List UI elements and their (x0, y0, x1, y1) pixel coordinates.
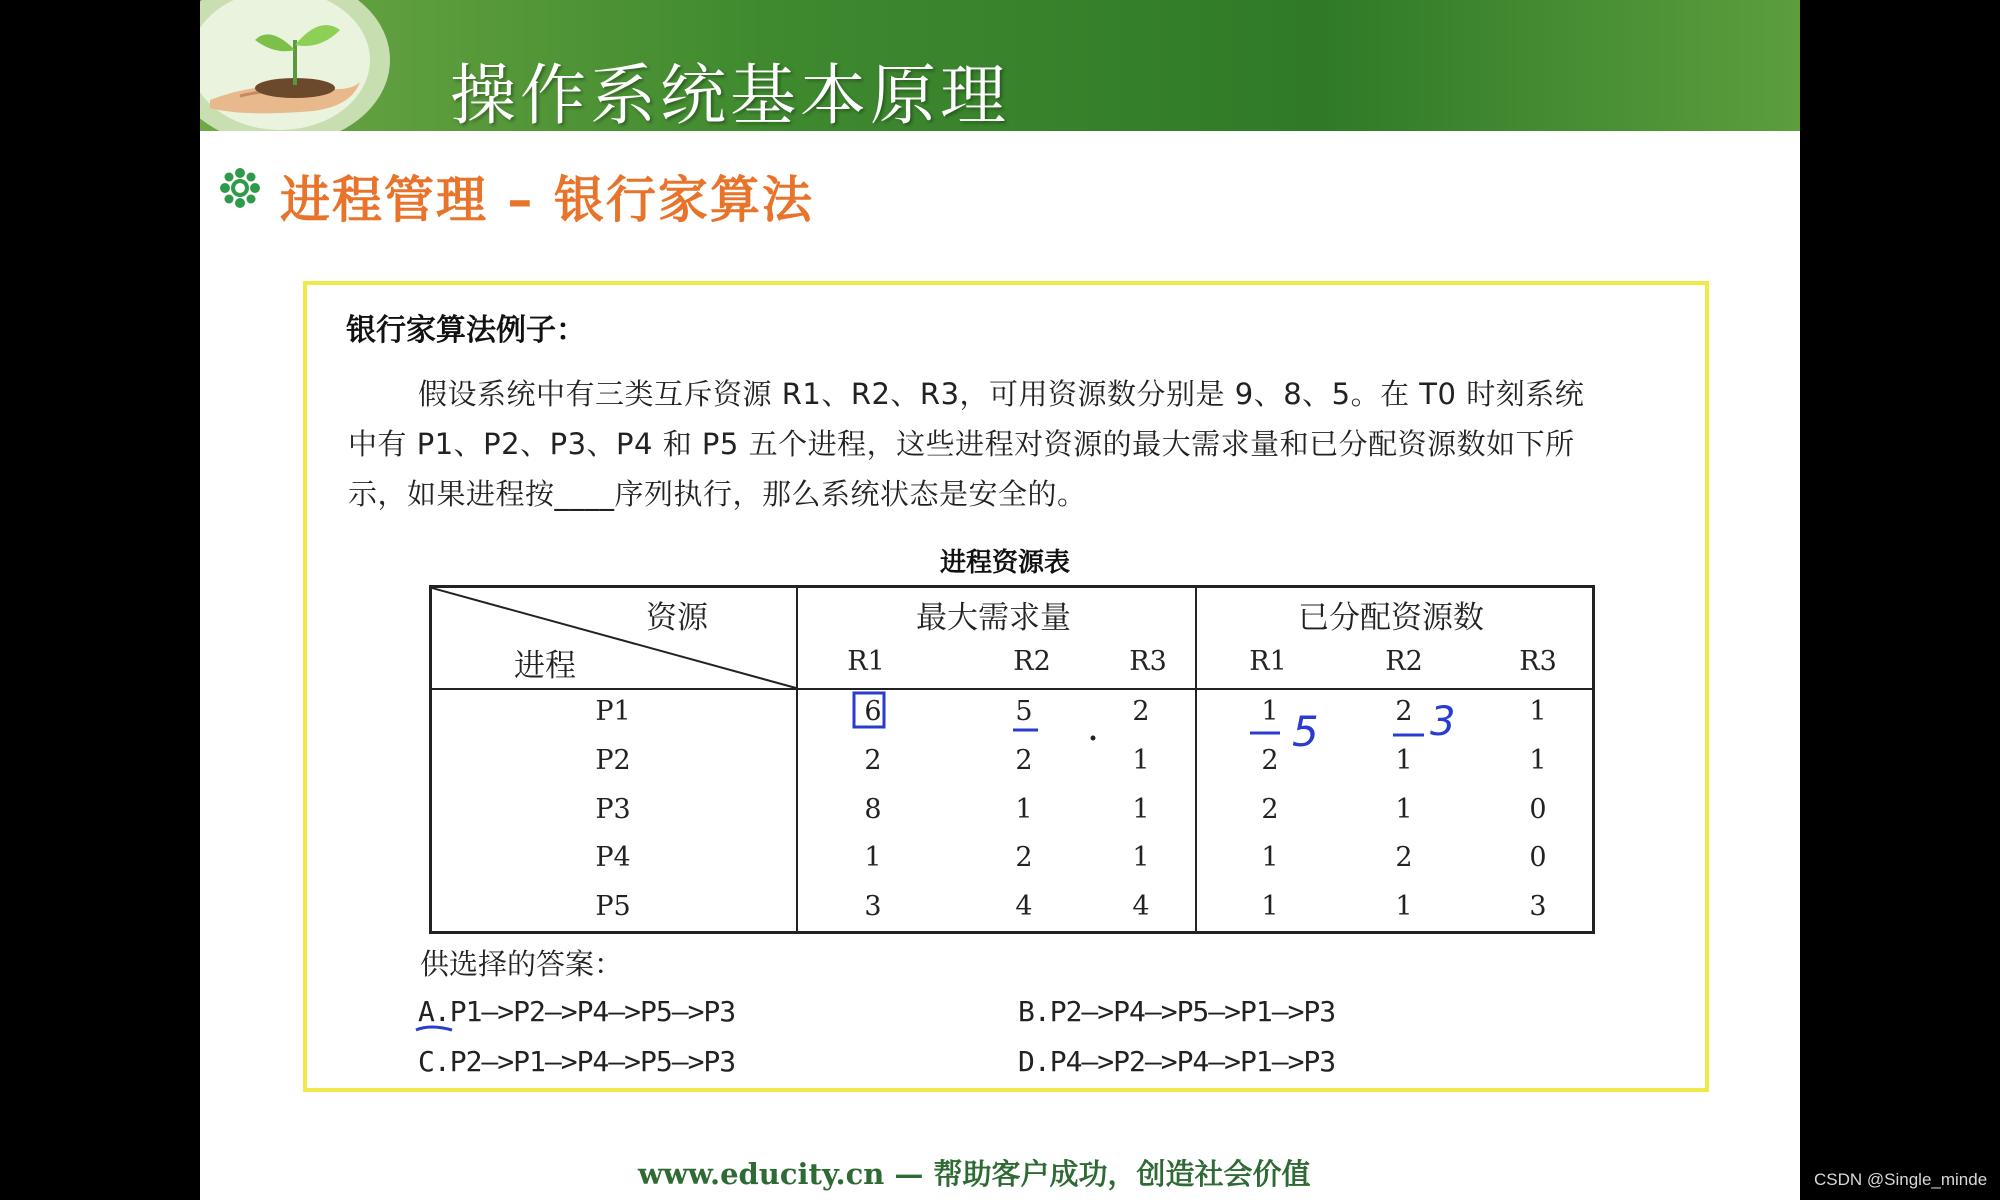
subheader-alloc-r2: R2 (1385, 646, 1423, 677)
alloc-r1-cell: 1 (1261, 891, 1279, 922)
paragraph-line-3: 示，如果进程按____序列执行，那么系统状态是安全的。 (348, 477, 1087, 511)
subheader-max-r3: R3 (1129, 646, 1167, 677)
paragraph-line-2: 中有 P1、P2、P3、P4 和 P5 五个进程，这些进程对资源的最大需求量和已分配资源数如下所 (348, 427, 1575, 461)
subheader-alloc-r1: R1 (1249, 646, 1287, 677)
max-r3-cell: 1 (1132, 794, 1150, 825)
table-caption: 进程资源表 (940, 548, 1071, 578)
alloc-r1-cell: 2 (1261, 745, 1279, 776)
max-r1-cell: 8 (864, 794, 882, 825)
alloc-r3-cell: 0 (1529, 842, 1547, 873)
max-r1-cell: 3 (864, 891, 882, 922)
max-r1-cell: 6 (864, 696, 882, 727)
footer-slogan: www.educity.cn — 帮助客户成功，创造社会价值 (638, 1157, 1311, 1191)
process-resource-table (429, 585, 1595, 934)
alloc-r2-cell: 2 (1395, 696, 1413, 727)
section-heading: 进程管理 – 银行家算法 (280, 171, 814, 229)
alloc-r2-cell: 1 (1395, 891, 1413, 922)
alloc-r2-cell: 2 (1395, 842, 1413, 873)
max-r2-cell: 2 (1015, 745, 1033, 776)
process-cell: P2 (595, 745, 631, 776)
process-cell: P5 (595, 891, 631, 922)
alloc-r3-cell: 3 (1529, 891, 1547, 922)
subheader-alloc-r3: R3 (1519, 646, 1557, 677)
subheader-max-r1: R1 (847, 646, 885, 677)
max-r2-cell: 2 (1015, 842, 1033, 873)
options-label: 供选择的答案： (420, 947, 624, 981)
annotation-note-3: 3 (1430, 699, 1456, 745)
slide-title: 操作系统基本原理 (450, 57, 1010, 134)
max-r3-cell: 4 (1132, 891, 1150, 922)
plant-in-hand-icon (200, 0, 390, 131)
option-d: D.P4—>P2—>P4—>P1—>P3 (1018, 1045, 1336, 1078)
alloc-r1-cell: 1 (1261, 842, 1279, 873)
alloc-r3-cell: 0 (1529, 794, 1547, 825)
alloc-r3-cell: 1 (1529, 745, 1547, 776)
watermark: CSDN @Single_minde (1814, 1170, 1988, 1189)
corner-label-process: 进程 (514, 648, 576, 684)
slide (200, 0, 1800, 1200)
max-r3-cell: 1 (1132, 745, 1150, 776)
max-r1-cell: 1 (864, 842, 882, 873)
alloc-r3-cell: 1 (1529, 696, 1547, 727)
subheader-max-r2: R2 (1013, 646, 1051, 677)
title-banner (200, 0, 1800, 134)
max-r3-cell: 2 (1132, 696, 1150, 727)
max-r1-cell: 2 (864, 745, 882, 776)
paragraph-line-1: 假设系统中有三类互斥资源 R1、R2、R3，可用资源数分别是 9、8、5。在 T0 时刻系统 (418, 377, 1585, 411)
alloc-r1-cell: 2 (1261, 794, 1279, 825)
max-r2-cell: 1 (1015, 794, 1033, 825)
process-cell: P1 (595, 696, 631, 727)
alloc-r2-cell: 1 (1395, 794, 1413, 825)
table-divider (1195, 588, 1197, 931)
annotation-note-5: 5 (1292, 707, 1319, 756)
option-c: C.P2—>P1—>P4—>P5—>P3 (418, 1045, 736, 1078)
option-b: B.P2—>P4—>P5—>P1—>P3 (1018, 995, 1336, 1028)
corner-label-resource: 资源 (646, 600, 708, 636)
max-r2-cell: 5 (1015, 696, 1033, 727)
process-cell: P3 (595, 794, 631, 825)
option-a: A.P1—>P2—>P4—>P5—>P3 (418, 995, 736, 1028)
max-r2-cell: 4 (1015, 891, 1033, 922)
example-title: 银行家算法例子： (346, 313, 586, 348)
flower-bullet-icon (220, 168, 260, 208)
group-header-alloc: 已分配资源数 (1298, 600, 1484, 636)
max-r3-cell: 1 (1132, 842, 1150, 873)
process-cell: P4 (595, 842, 631, 873)
group-header-max: 最大需求量 (916, 600, 1071, 636)
alloc-r1-cell: 1 (1261, 696, 1279, 727)
corner-diagonal (432, 588, 798, 690)
alloc-r2-cell: 1 (1395, 745, 1413, 776)
